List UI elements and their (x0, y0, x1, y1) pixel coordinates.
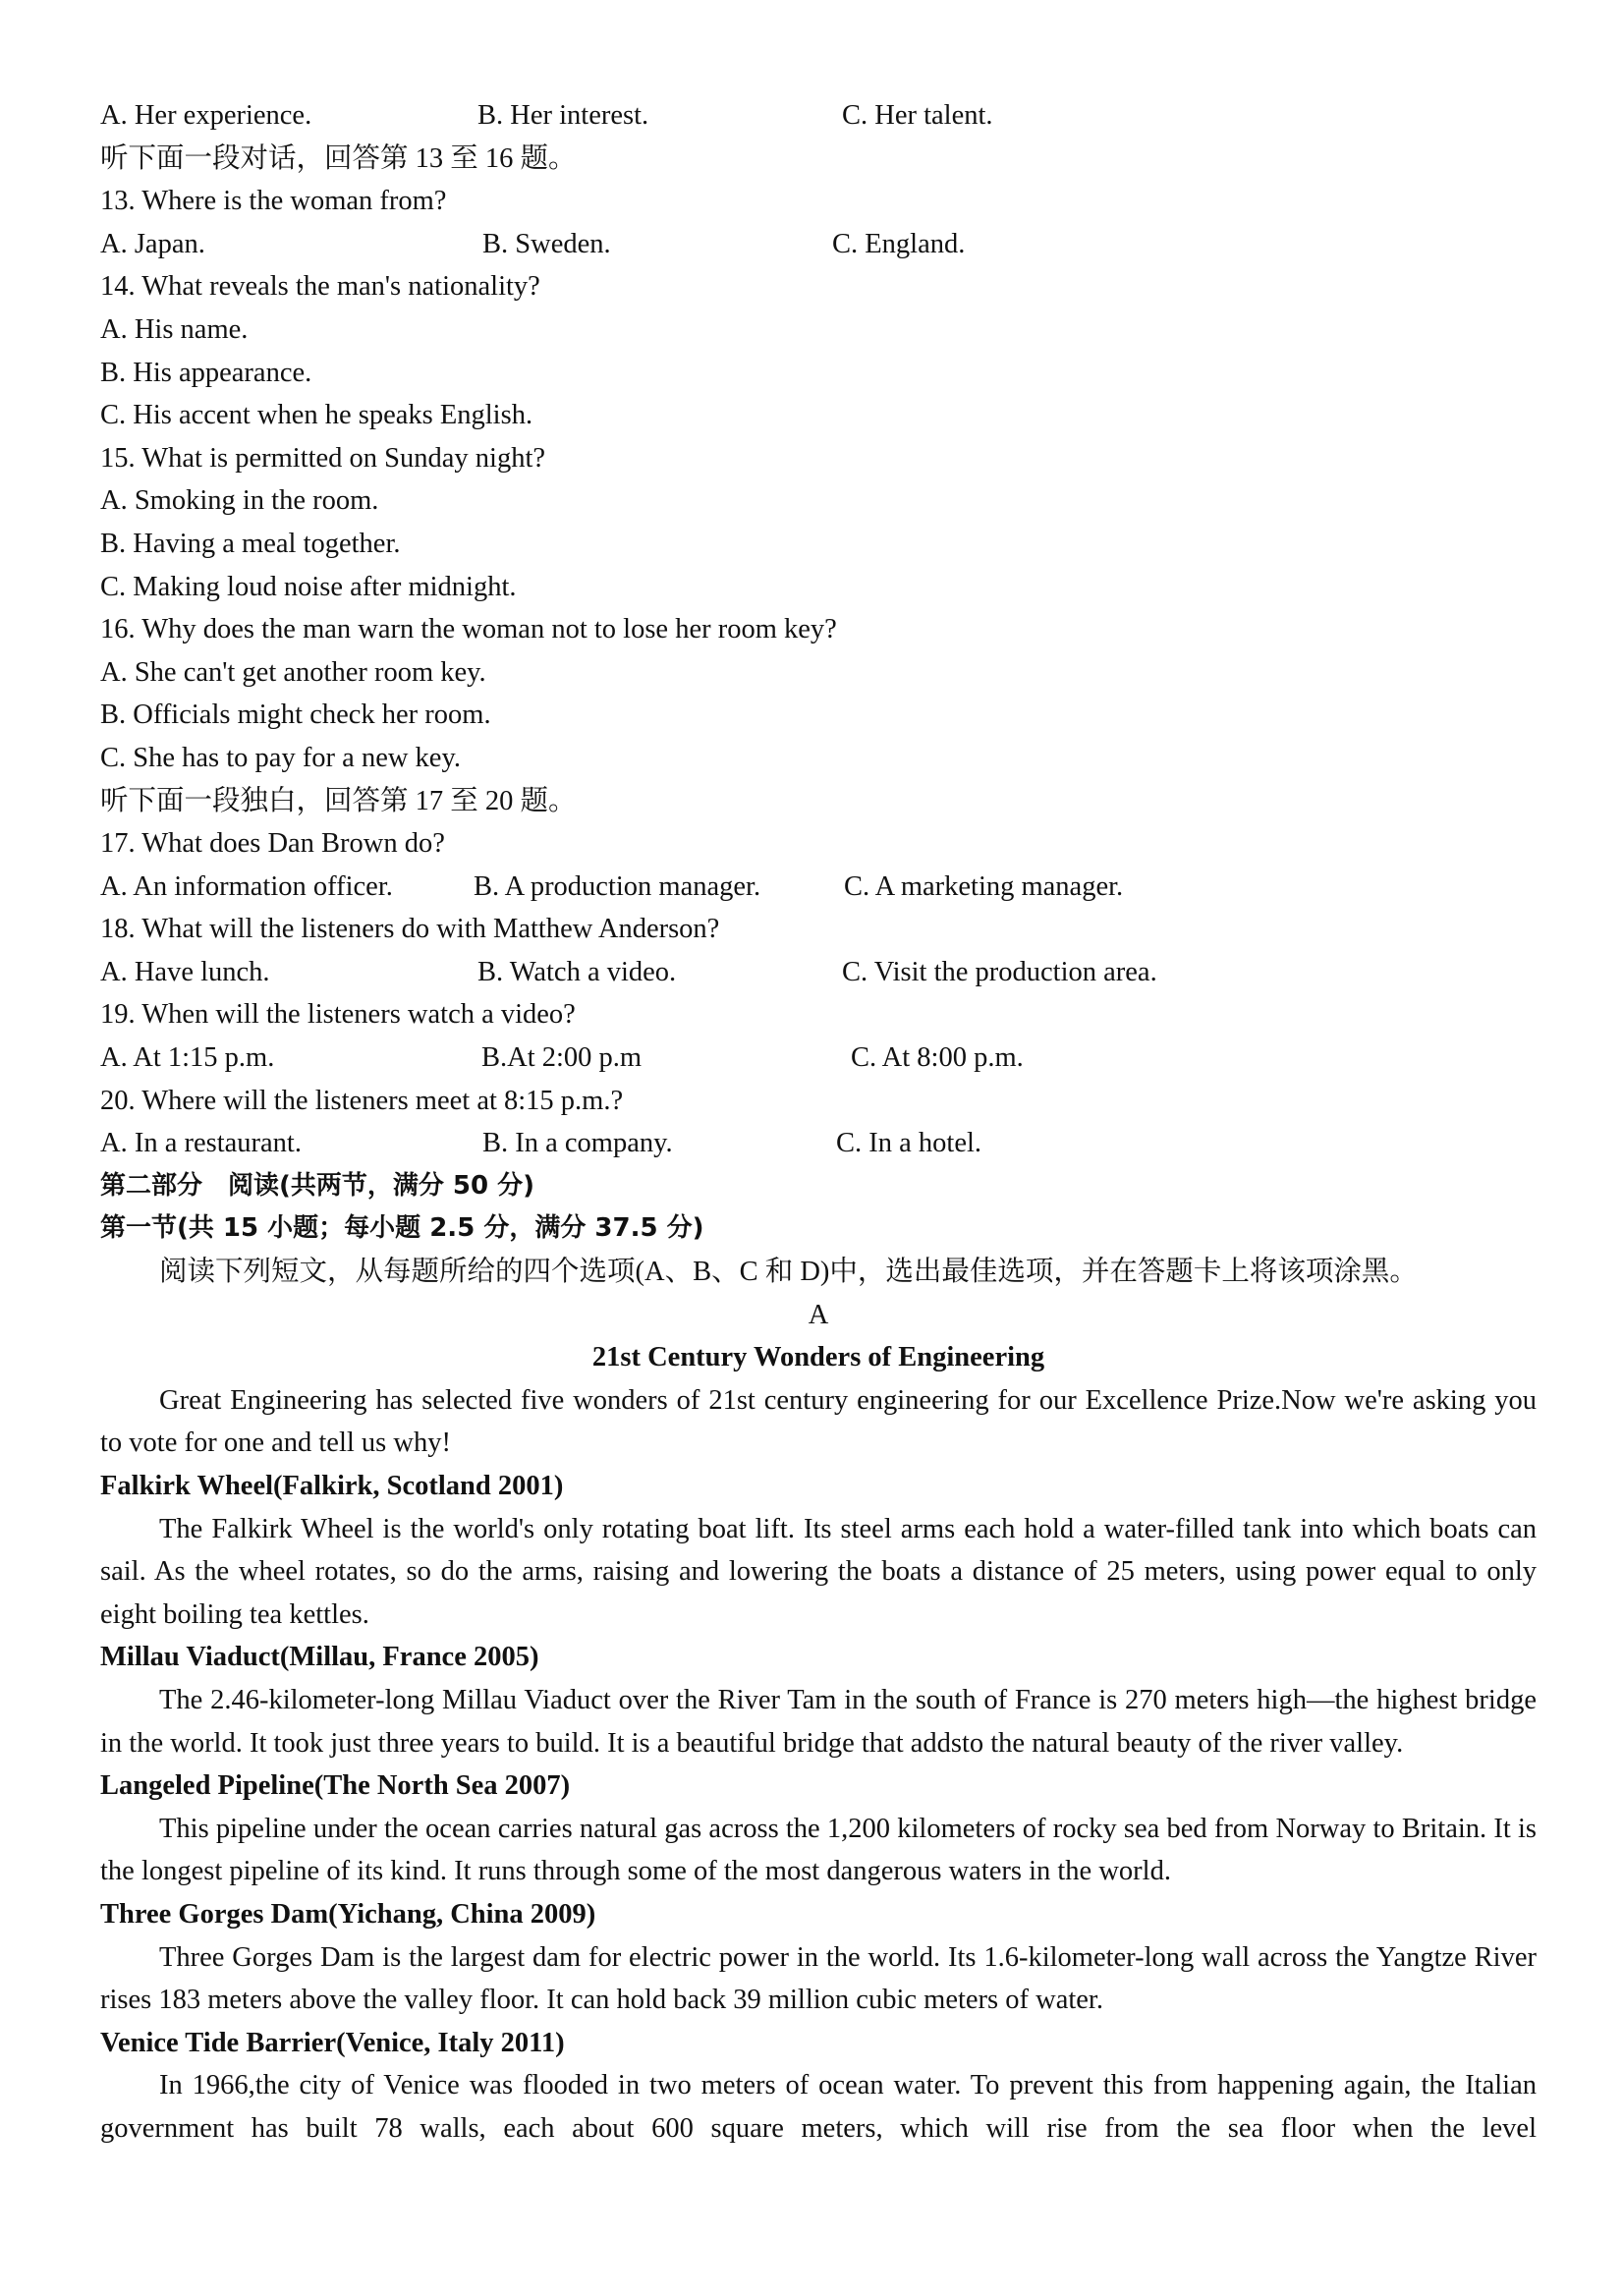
option-c: C. Her talent. (842, 100, 993, 131)
option-a: A. At 1:15 p.m. (100, 1042, 275, 1074)
monologue-intro: 听下面一段独白，回答第 17 至 20 题。 (100, 785, 577, 816)
option-c: C. She has to pay for a new key. (100, 742, 461, 773)
option-a: A. Her experience. (100, 100, 312, 131)
item-body: Three Gorges Dam is the largest dam for electric power in the world. Its 1.6-kilometer-long wall across the Yangtze River rises 183 meters above the valley floor. It can hold back 39 million cubic meters of water. (100, 1941, 1537, 2016)
question-stem: 15. What is permitted on Sunday night? (100, 442, 546, 474)
passage-title: 21st Century Wonders of Engineering (591, 1342, 1045, 1373)
item-heading: Falkirk Wheel(Falkirk, Scotland 2001) (100, 1471, 564, 1501)
option-a: A. An information officer. (100, 870, 393, 902)
question-stem: 19. When will the listeners watch a video? (100, 999, 576, 1031)
q20-options (100, 1122, 1537, 1165)
option-a: A. In a restaurant. (100, 1128, 302, 1159)
option-b: B. Having a meal together. (100, 528, 401, 559)
passage-letter: A (808, 1299, 829, 1330)
option-c: C. In a hotel. (836, 1128, 982, 1159)
question-stem: 16. Why does the man warn the woman not to lose her room key? (100, 614, 837, 645)
q13-options (100, 223, 1537, 266)
instruction: 阅读下列短文，从每题所给的四个选项(A、B、C 和 D)中，选出最佳选项，并在答题卡上将该项涂黑。 (159, 1257, 1418, 1288)
option-b: B. Her interest. (477, 100, 649, 131)
item-body: The Falkirk Wheel is the world's only rotating boat lift. Its steel arms each hold a water-filled tank into which boats can sail. As the wheel rotates, so do the arms, raising and lowering the boats a distance of 25 meters, using power equal to only eight boiling tea kettles. (100, 1513, 1537, 1630)
option-a: A. Japan. (100, 228, 205, 259)
option-c: C. Visit the production area. (842, 956, 1157, 987)
q18-options (100, 951, 1537, 994)
item-body: This pipeline under the ocean carries natural gas across the 1,200 kilometers of rocky sea bed from Norway to Britain. It is the longest pipeline of its kind. It runs through some of the most dangerous waters in the world. (100, 1813, 1537, 1887)
option-b: B. A production manager. (474, 870, 761, 902)
option-c: C. At 8:00 p.m. (851, 1042, 1024, 1074)
question-stem: 17. What does Dan Brown do? (100, 828, 445, 860)
option-a: A. She can't get another room key. (100, 656, 486, 688)
option-b: B. Officials might check her room. (100, 700, 491, 731)
item-heading: Langeled Pipeline(The North Sea 2007) (100, 1770, 571, 1802)
option-c: C. A marketing manager. (844, 870, 1124, 902)
option-a: A. Smoking in the room. (100, 485, 379, 517)
option-c: C. His accent when he speaks English. (100, 400, 533, 431)
item-heading: Venice Tide Barrier(Venice, Italy 2011) (100, 2027, 565, 2058)
q17-options (100, 866, 1537, 909)
question-stem: 18. What will the listeners do with Matthew Anderson? (100, 914, 720, 945)
question-stem: 13. Where is the woman from? (100, 186, 447, 217)
q19-options (100, 1036, 1537, 1080)
exam-page (100, 94, 1537, 2151)
option-a: A. Have lunch. (100, 956, 270, 987)
option-b: B. His appearance. (100, 357, 312, 388)
part-title: 第二部分 阅读(共两节，满分 50 分) (100, 1170, 535, 1201)
question-stem: 14. What reveals the man's nationality? (100, 271, 540, 303)
option-b: B. Sweden. (482, 228, 611, 259)
item-heading: Millau Viaduct(Millau, France 2005) (100, 1642, 539, 1673)
option-b: B.At 2:00 p.m (481, 1042, 643, 1074)
item-body: The 2.46-kilometer-long Millau Viaduct over the River Tam in the south of France is 270 meters high—the highest bridge in the world. It took just three years to build. It is a beautiful bridge that addsto the natural beauty of the river valley. (100, 1684, 1537, 1759)
q12-options (100, 94, 1537, 138)
question-stem: 20. Where will the listeners meet at 8:15 p.m.? (100, 1085, 624, 1116)
option-b: B. Watch a video. (477, 956, 677, 987)
section-title: 第一节(共 15 小题；每小题 2.5 分，满分 37.5 分) (100, 1213, 704, 1244)
option-b: B. In a company. (482, 1128, 673, 1159)
item-body: In 1966,the city of Venice was flooded in two meters of ocean water. To prevent this from happening again, the Italian government has built 78 walls, each about 600 square meters, which will rise from the sea floor when the level (100, 2070, 1537, 2144)
option-a: A. His name. (100, 313, 249, 345)
option-c: C. Making loud noise after midnight. (100, 571, 517, 602)
option-c: C. England. (832, 228, 966, 259)
passage-intro: Great Engineering has selected five wonders of 21st century engineering for our Excellence Prize.Now we're asking you to vote for one and tell us why! (100, 1384, 1537, 1459)
dialogue-intro: 听下面一段对话，回答第 13 至 16 题。 (100, 142, 577, 174)
item-heading: Three Gorges Dam(Yichang, China 2009) (100, 1898, 596, 1930)
